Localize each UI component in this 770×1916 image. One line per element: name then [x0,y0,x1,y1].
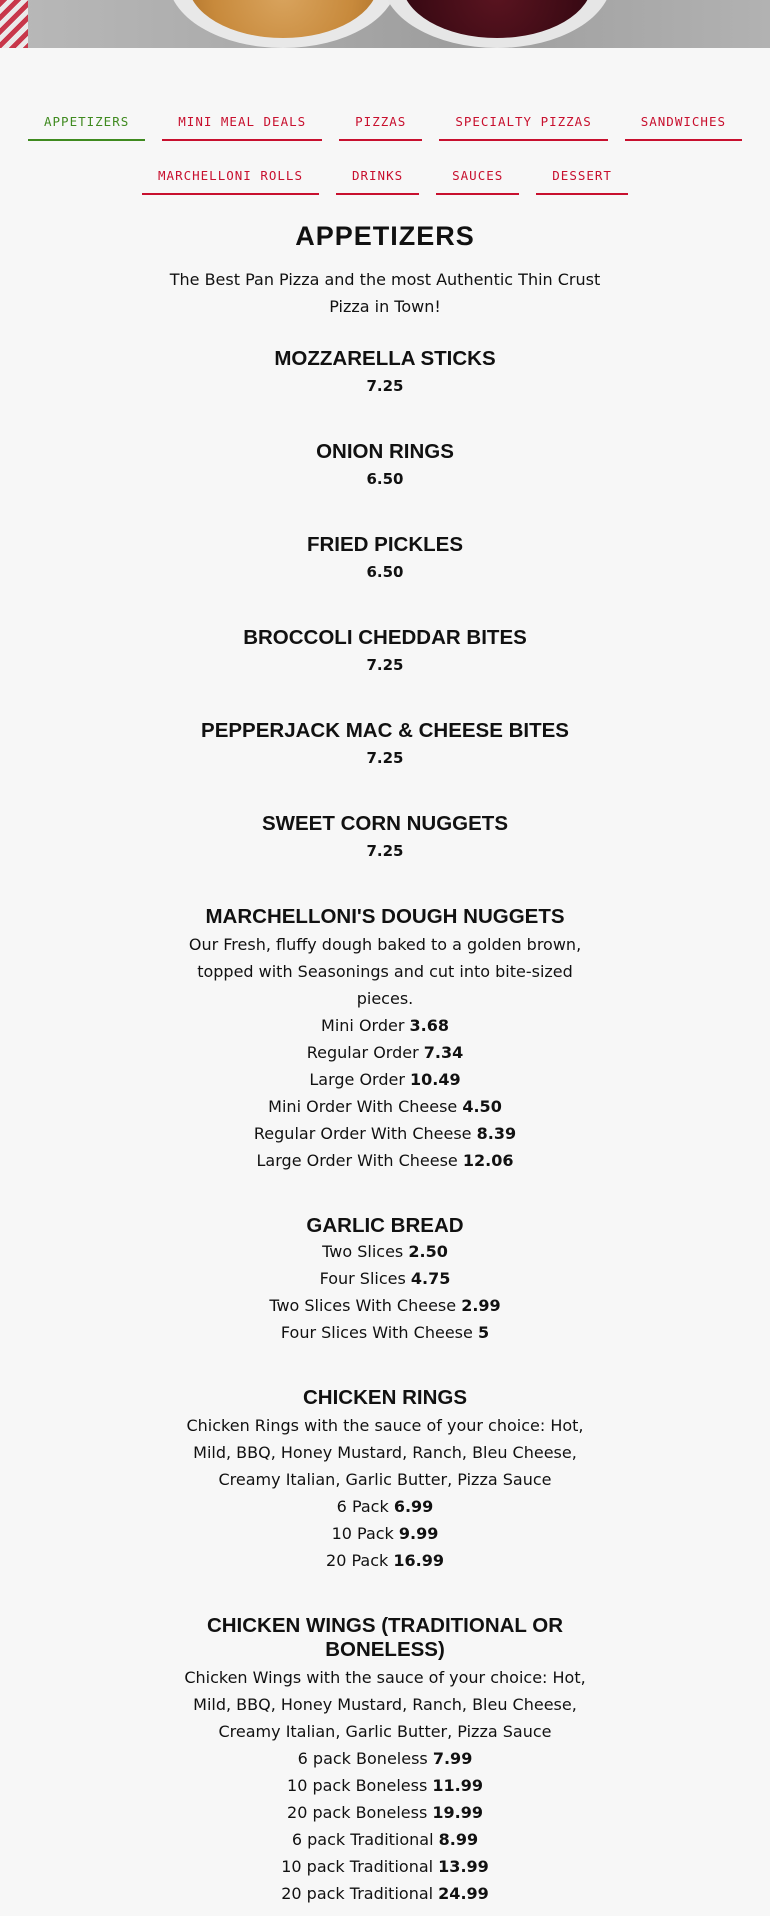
menu-item [150,812,620,865]
menu-section [0,221,770,1907]
item-price: 7.25 [366,656,404,674]
item-description: Chicken Wings with the sauce of your choice: Hot, Mild, BBQ, Honey Mustard, Ranch, Bleu Cheese, Creamy Italian, Garlic Butter, Pizza Sauce [184,1668,586,1741]
nav-row-2 [0,159,770,195]
item-option: Four Slices 4.75 [319,1269,451,1288]
item-option: 6 pack Traditional 8.99 [291,1830,479,1849]
item-price: 6.50 [366,470,404,488]
red-sauce-bowl [382,0,612,48]
tab-marchelloni-rolls[interactable]: MARCHELLONI ROLLS [142,159,319,195]
item-option: Two Slices 2.50 [322,1242,448,1261]
menu-item [150,626,620,679]
item-option: 6 pack Boneless 7.99 [297,1749,473,1768]
item-option: Regular Order With Cheese 8.39 [253,1124,517,1143]
item-option: 20 pack Boneless 19.99 [287,1803,483,1822]
menu-item [150,1614,620,1907]
section-subtitle: The Best Pan Pizza and the most Authentic Thin Crust Pizza in Town! [169,270,601,316]
cheese-sauce-bowl [168,0,398,48]
checkered-cloth [0,0,28,48]
item-option: Mini Order 3.68 [321,1016,449,1035]
tab-mini-meal-deals[interactable]: MINI MEAL DEALS [162,105,322,141]
item-description: Chicken Rings with the sauce of your choice: Hot, Mild, BBQ, Honey Mustard, Ranch, Bleu Cheese, Creamy Italian, Garlic Butter, Pizza Sauce [186,1416,584,1489]
item-name: PEPPERJACK MAC & CHEESE BITES [201,719,569,742]
item-option: 10 Pack 9.99 [331,1524,439,1543]
item-price: 7.25 [366,749,404,767]
menu-item [150,440,620,493]
item-option: 20 Pack 16.99 [326,1551,444,1570]
item-name: MARCHELLONI'S DOUGH NUGGETS [205,905,565,928]
item-price: 6.50 [366,563,404,581]
item-name: CHICKEN RINGS [302,1386,467,1409]
nav-row-1 [0,105,770,141]
menu-item [150,719,620,772]
tab-dessert[interactable]: DESSERT [536,159,628,195]
menu-item [150,533,620,586]
menu-item [150,347,620,400]
item-option: Four Slices With Cheese 5 [280,1323,490,1342]
item-option: Mini Order With Cheese 4.50 [268,1097,502,1116]
item-price: 7.25 [366,842,404,860]
item-option: Regular Order 7.34 [306,1043,464,1062]
item-name: GARLIC BREAD [306,1214,464,1237]
tab-appetizers[interactable]: APPETIZERS [28,105,145,141]
item-option: 20 pack Traditional 24.99 [281,1884,489,1903]
item-name: CHICKEN WINGS (TRADITIONAL OR BONELESS) [206,1614,564,1661]
item-option: Large Order 10.49 [309,1070,461,1089]
tab-drinks[interactable]: DRINKS [336,159,419,195]
item-name: BROCCOLI CHEDDAR BITES [243,626,527,649]
tab-specialty-pizzas[interactable]: SPECIALTY PIZZAS [439,105,607,141]
hero-banner-image [0,0,770,48]
menu-item [150,1386,620,1574]
item-name: MOZZARELLA STICKS [274,347,496,370]
tab-sandwiches[interactable]: SANDWICHES [625,105,742,141]
item-option: 6 Pack 6.99 [336,1497,434,1516]
item-option: Two Slices With Cheese 2.99 [269,1296,501,1315]
item-option: Large Order With Cheese 12.06 [256,1151,514,1170]
item-name: FRIED PICKLES [306,533,464,556]
menu-category-nav [0,105,770,195]
item-price: 7.25 [366,377,404,395]
item-description: Our Fresh, fluffy dough baked to a golden brown, topped with Seasonings and cut into bite-sized pieces. [188,935,582,1008]
tab-sauces[interactable]: SAUCES [436,159,519,195]
menu-item [150,1214,620,1346]
item-option: 10 pack Traditional 13.99 [281,1857,489,1876]
item-option: 10 pack Boneless 11.99 [287,1776,483,1795]
menu-item [150,905,620,1174]
tab-pizzas[interactable]: PIZZAS [339,105,422,141]
item-name: ONION RINGS [316,440,454,463]
item-name: SWEET CORN NUGGETS [261,812,508,835]
section-title: APPETIZERS [295,221,475,251]
